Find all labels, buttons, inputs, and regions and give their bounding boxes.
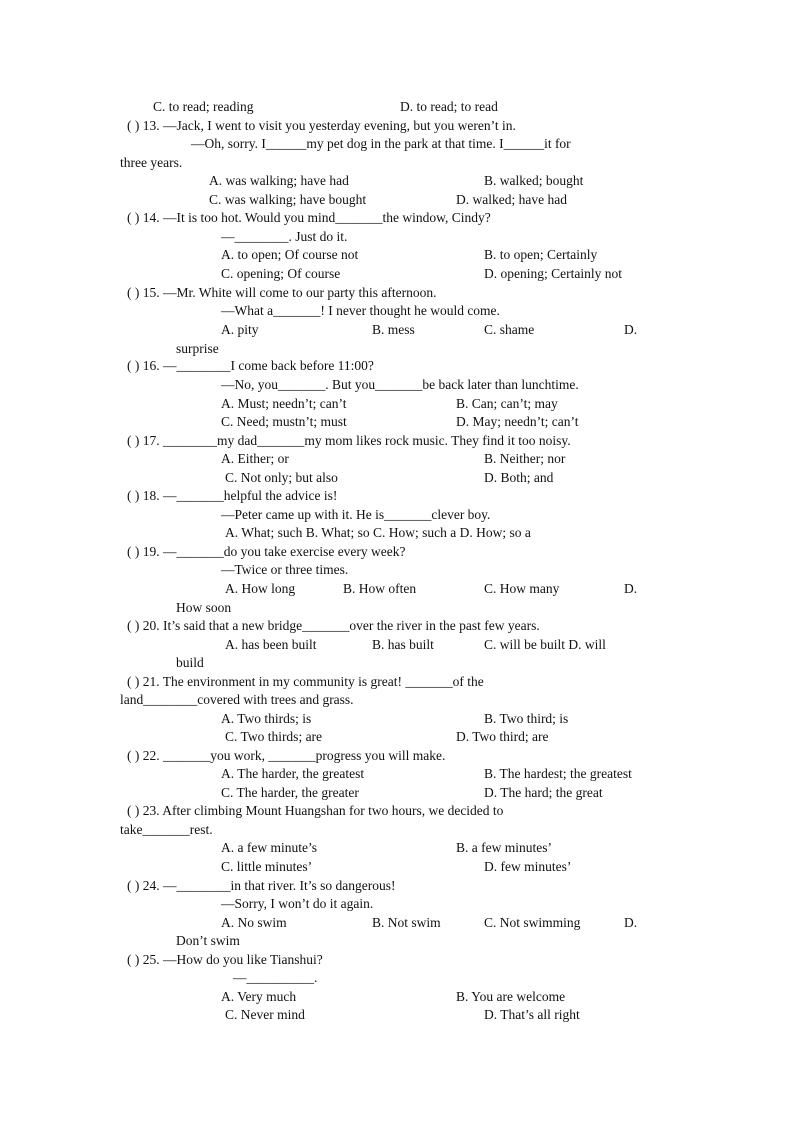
text-line: A. to open; Of course not (221, 247, 359, 262)
text-line: C. to read; reading (153, 99, 254, 114)
text-line: A. Two thirds; is (221, 711, 312, 726)
text-line: D. to read; to read (400, 99, 498, 114)
text-line: B. to open; Certainly (484, 247, 598, 262)
text-line: C. little minutes’ (221, 859, 313, 874)
text-line: D. (624, 581, 638, 596)
text-line: B. How often (343, 581, 417, 596)
text-line: B. mess (372, 322, 415, 337)
text-line: build (176, 655, 204, 670)
text-line: How soon (176, 600, 232, 615)
text-line: C. Need; mustn’t; must (221, 414, 347, 429)
text-line: three years. (120, 155, 183, 170)
text-line: D. (624, 322, 638, 337)
text-line: C. Not swimming (484, 915, 581, 930)
text-line: —Sorry, I won’t do it again. (221, 896, 374, 911)
text-line: ( ) 23. After climbing Mount Huangshan for two hours, we decided to (127, 803, 504, 818)
text-line: B. You are welcome (456, 989, 566, 1004)
text-line: C. opening; Of course (221, 266, 341, 281)
text-line: —__________. (233, 970, 318, 985)
text-line: A. has been built (225, 637, 317, 652)
text-line: ( ) 16. —________I come back before 11:00? (127, 358, 374, 373)
text-line: —Peter came up with it. He is_______clever boy. (221, 507, 491, 522)
text-line: B. Not swim (372, 915, 441, 930)
text-line: D. Both; and (484, 470, 554, 485)
text-line: —No, you_______. But you_______be back later than lunchtime. (221, 377, 579, 392)
text-line: A. Very much (221, 989, 297, 1004)
text-line: C. Two thirds; are (225, 729, 323, 744)
text-line: ( ) 15. —Mr. White will come to our party this afternoon. (127, 285, 437, 300)
text-line: ( ) 20. It’s said that a new bridge_______over the river in the past few years. (127, 618, 540, 633)
text-line: D. few minutes’ (484, 859, 572, 874)
text-line: B. Can; can’t; may (456, 396, 558, 411)
text-line: A. pity (221, 322, 259, 337)
text-line: D. Two third; are (456, 729, 549, 744)
text-line: —What a_______! I never thought he would come. (221, 303, 500, 318)
text-line: —________. Just do it. (221, 229, 348, 244)
text-line: C. Never mind (225, 1007, 305, 1022)
text-line: D. The hard; the great (484, 785, 603, 800)
text-line: Don’t swim (176, 933, 240, 948)
text-line: B. a few minutes’ (456, 840, 552, 855)
text-line: ( ) 14. —It is too hot. Would you mind_______the window, Cindy? (127, 210, 491, 225)
text-line: B. has built (372, 637, 434, 652)
text-line: ( ) 25. —How do you like Tianshui? (127, 952, 323, 967)
text-line: surprise (176, 341, 219, 356)
text-line: A. How long (225, 581, 296, 596)
text-line: B. Two third; is (484, 711, 569, 726)
text-line: B. The hardest; the greatest (484, 766, 632, 781)
text-line: A. The harder, the greatest (221, 766, 365, 781)
text-line: D. walked; have had (456, 192, 567, 207)
text-line: D. (624, 915, 638, 930)
text-line: ( ) 22. _______you work, _______progress you will make. (127, 748, 446, 763)
text-line: take_______rest. (120, 822, 213, 837)
text-line: C. Not only; but also (225, 470, 338, 485)
text-line: ( ) 21. The environment in my community is great! _______of the (127, 674, 484, 689)
text-line: ( ) 19. —_______do you take exercise every week? (127, 544, 406, 559)
text-line: C. The harder, the greater (221, 785, 359, 800)
text-line: D. opening; Certainly not (484, 266, 622, 281)
text-line: —Oh, sorry. I______my pet dog in the park at that time. I______it for (191, 136, 571, 151)
text-line: ( ) 13. —Jack, I went to visit you yesterday evening, but you weren’t in. (127, 118, 516, 133)
text-line: A. No swim (221, 915, 287, 930)
text-line: land________covered with trees and grass. (120, 692, 354, 707)
text-line: C. will be built D. will (484, 637, 606, 652)
text-line: D. May; needn’t; can’t (456, 414, 579, 429)
text-line: C. How many (484, 581, 560, 596)
text-line: C. shame (484, 322, 535, 337)
text-line: ( ) 18. —_______helpful the advice is! (127, 488, 338, 503)
text-line: ( ) 24. —________in that river. It’s so dangerous! (127, 878, 396, 893)
text-line: A. Either; or (221, 451, 289, 466)
text-line: ( ) 17. ________my dad_______my mom likes rock music. They find it too noisy. (127, 433, 571, 448)
text-line: —Twice or three times. (221, 562, 349, 577)
text-line: C. was walking; have bought (209, 192, 367, 207)
text-line: A. was walking; have had (209, 173, 349, 188)
text-line: A. a few minute’s (221, 840, 317, 855)
text-line: B. walked; bought (484, 173, 584, 188)
text-line: A. What; such B. What; so C. How; such a D. How; so a (225, 525, 531, 540)
text-line: A. Must; needn’t; can’t (221, 396, 347, 411)
text-line: B. Neither; nor (484, 451, 566, 466)
text-line: D. That’s all right (484, 1007, 580, 1022)
